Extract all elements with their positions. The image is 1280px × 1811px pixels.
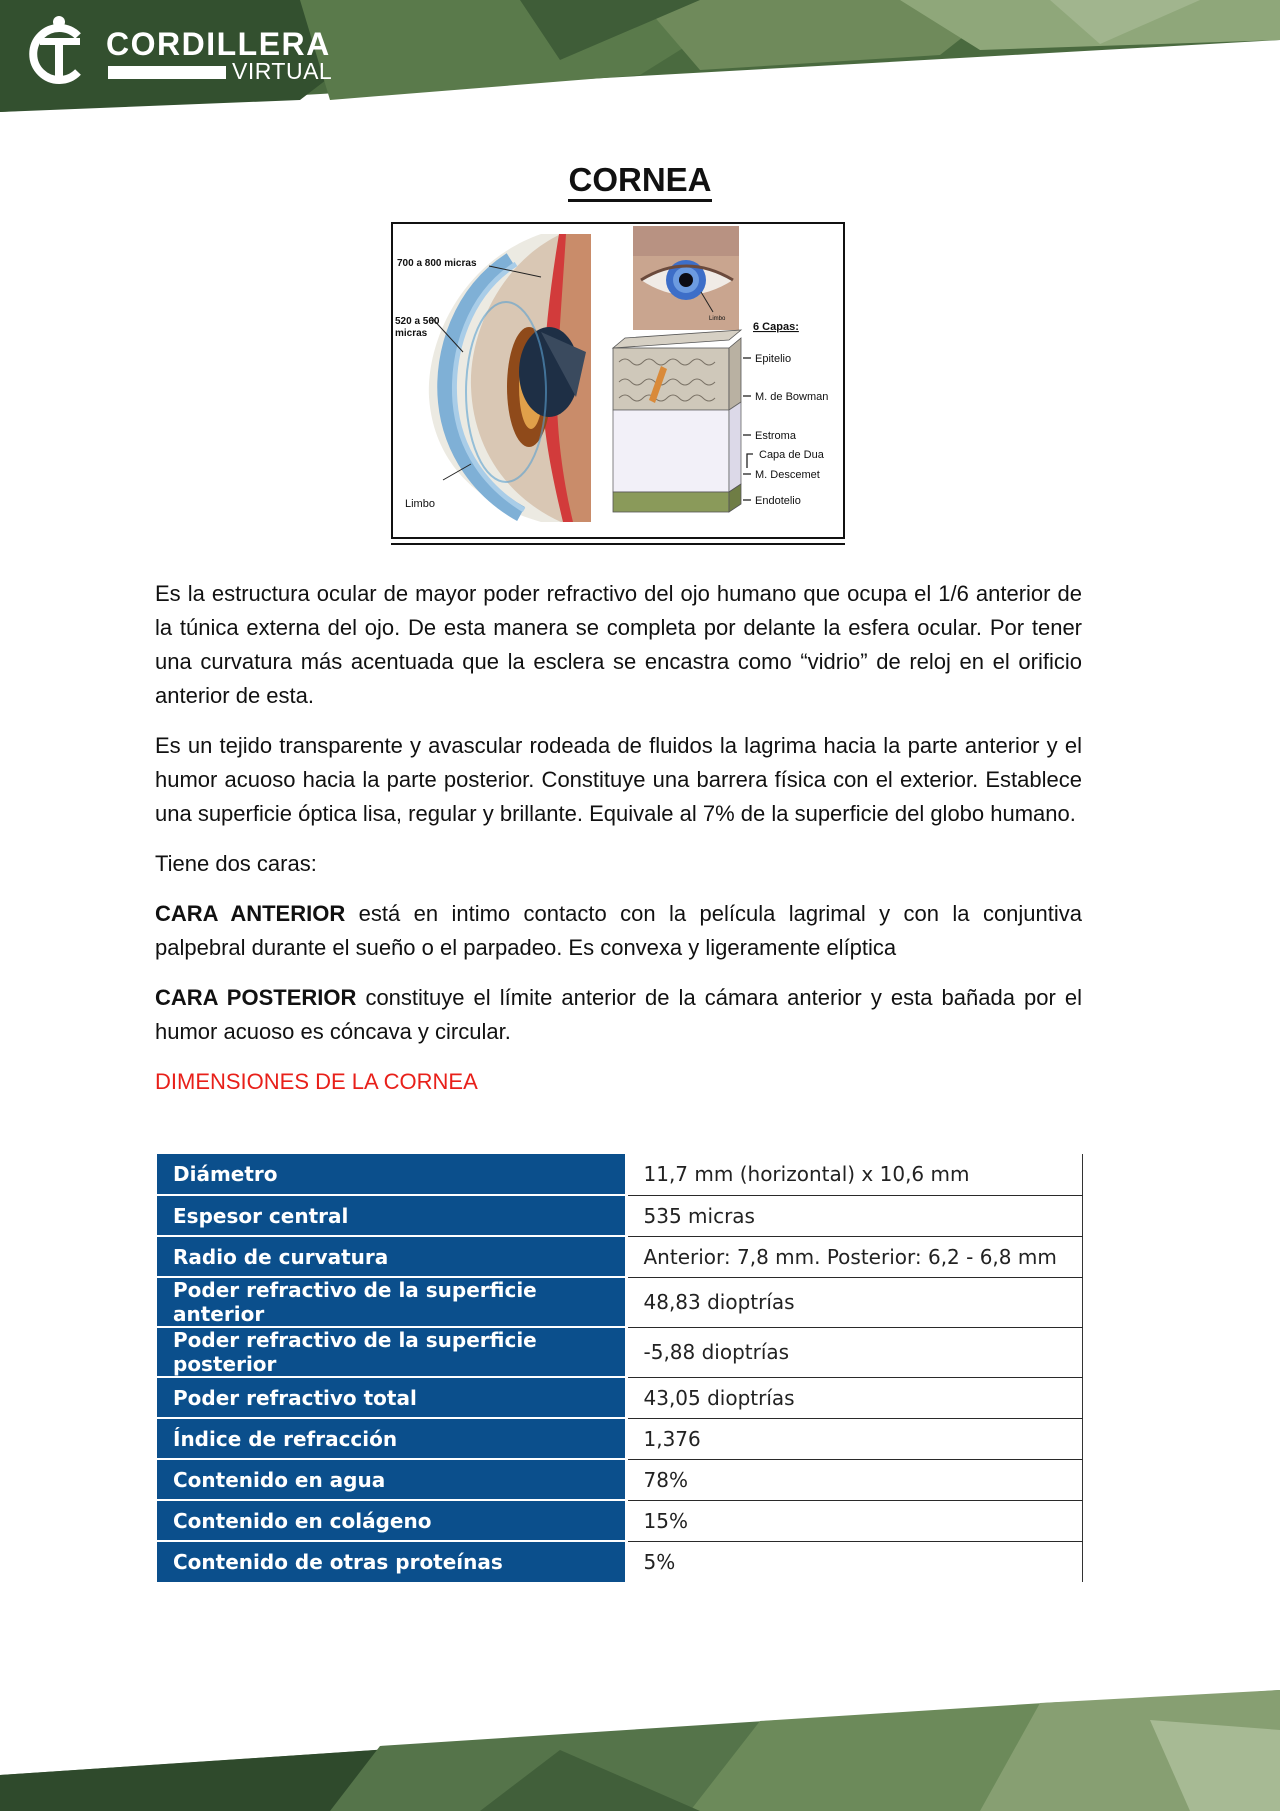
anterior-face-term: CARA ANTERIOR xyxy=(155,901,346,926)
label-limbo-photo: Limbo xyxy=(709,316,726,322)
row-value: 43,05 dioptrías xyxy=(626,1377,1083,1418)
logo-emblem-icon xyxy=(26,14,92,84)
paragraph-intro: Es la estructura ocular de mayor poder refractivo del ojo humano que ocupa el 1/6 anterior de la túnica externa del ojo. De esta manera se completa por delante la esfera ocular. Por tener una curvatura más acentuada que la esclera se encastra como “vidrio” de reloj en el orificio anterior de esta. xyxy=(155,581,1082,708)
row-label: Contenido de otras proteínas xyxy=(157,1541,626,1582)
label-central-thickness-1: 520 a 560 xyxy=(395,316,440,327)
dimensions-heading: DIMENSIONES DE LA CORNEA xyxy=(155,1069,478,1094)
layer-epitelio: Epitelio xyxy=(755,353,792,365)
row-label: Espesor central xyxy=(157,1195,626,1236)
table-row xyxy=(157,1459,1083,1500)
page-title: CORNEA xyxy=(0,160,1280,200)
row-value: 5% xyxy=(626,1541,1083,1582)
paragraph-faces-intro: Tiene dos caras: xyxy=(155,851,317,876)
footer-banner xyxy=(0,1690,1280,1811)
table-row xyxy=(157,1377,1083,1418)
table-row xyxy=(157,1541,1083,1582)
body-text xyxy=(155,577,1082,1115)
label-limbo-left: Limbo xyxy=(405,498,435,510)
logo-title: CORDILLERA xyxy=(106,26,331,62)
label-central-thickness-2: micras xyxy=(395,328,428,339)
row-value: 78% xyxy=(626,1459,1083,1500)
row-label: Contenido en agua xyxy=(157,1459,626,1500)
table-row xyxy=(157,1418,1083,1459)
row-label: Poder refractivo de la superficie posterior xyxy=(157,1327,626,1377)
table-row xyxy=(157,1277,1083,1327)
row-value: 535 micras xyxy=(626,1195,1083,1236)
row-label: Poder refractivo de la superficie anterior xyxy=(157,1277,626,1327)
row-label: Poder refractivo total xyxy=(157,1377,626,1418)
row-label: Contenido en colágeno xyxy=(157,1500,626,1541)
table-row xyxy=(157,1236,1083,1277)
paragraph-posterior-face xyxy=(155,981,1082,1049)
row-value: 48,83 dioptrías xyxy=(626,1277,1083,1327)
row-value: Anterior: 7,8 mm. Posterior: 6,2 - 6,8 mm xyxy=(626,1236,1083,1277)
logo-divider-bar xyxy=(108,66,226,79)
layer-dua: Capa de Dua xyxy=(759,449,824,461)
cornea-anatomy-figure xyxy=(391,222,845,547)
row-label: Radio de curvatura xyxy=(157,1236,626,1277)
anterior-face-description: está en intimo contacto con la película lagrimal y con la conjuntiva palpebral durante el sueño o el parpadeo. Es convexa y ligeramente elíptica xyxy=(155,901,1083,960)
paragraph-tissue: Es un tejido transparente y avascular rodeada de fluidos la lagrima hacia la parte anterior y el humor acuoso hacia la parte posterior. Constituye una barrera física con el exterior. Establece una superficie óptica lisa, regular y brillante. Equivale al 7% de la superficie del globo humano. xyxy=(155,733,1082,826)
paragraph-anterior-face xyxy=(155,897,1082,965)
row-value: 11,7 mm (horizontal) x 10,6 mm xyxy=(626,1154,1083,1195)
dimensions-table xyxy=(157,1154,1083,1582)
row-value: -5,88 dioptrías xyxy=(626,1327,1083,1377)
table-row xyxy=(157,1500,1083,1541)
posterior-face-term: CARA POSTERIOR xyxy=(155,985,357,1010)
table-row xyxy=(157,1154,1083,1195)
table-row xyxy=(157,1327,1083,1377)
table-row xyxy=(157,1195,1083,1236)
layers-title: 6 Capas: xyxy=(753,321,799,333)
row-label: Diámetro xyxy=(157,1154,626,1195)
cordillera-virtual-logo[interactable] xyxy=(26,14,356,86)
logo-subtitle: VIRTUAL xyxy=(232,58,333,84)
posterior-face-description: constituye el límite anterior de la cámara anterior y esta bañada por el humor acuoso es cóncava y circular. xyxy=(155,985,1082,1044)
layer-descemet: M. Descemet xyxy=(755,469,820,481)
label-peripheral-thickness: 700 a 800 micras xyxy=(397,258,477,269)
layer-endotelio: Endotelio xyxy=(755,495,801,507)
row-value: 15% xyxy=(626,1500,1083,1541)
layer-bowman: M. de Bowman xyxy=(755,391,829,403)
row-label: Índice de refracción xyxy=(157,1418,626,1459)
eye-photo xyxy=(633,226,739,330)
cornea-layers-block xyxy=(613,330,741,512)
row-value: 1,376 xyxy=(626,1418,1083,1459)
layer-estroma: Estroma xyxy=(755,430,796,442)
